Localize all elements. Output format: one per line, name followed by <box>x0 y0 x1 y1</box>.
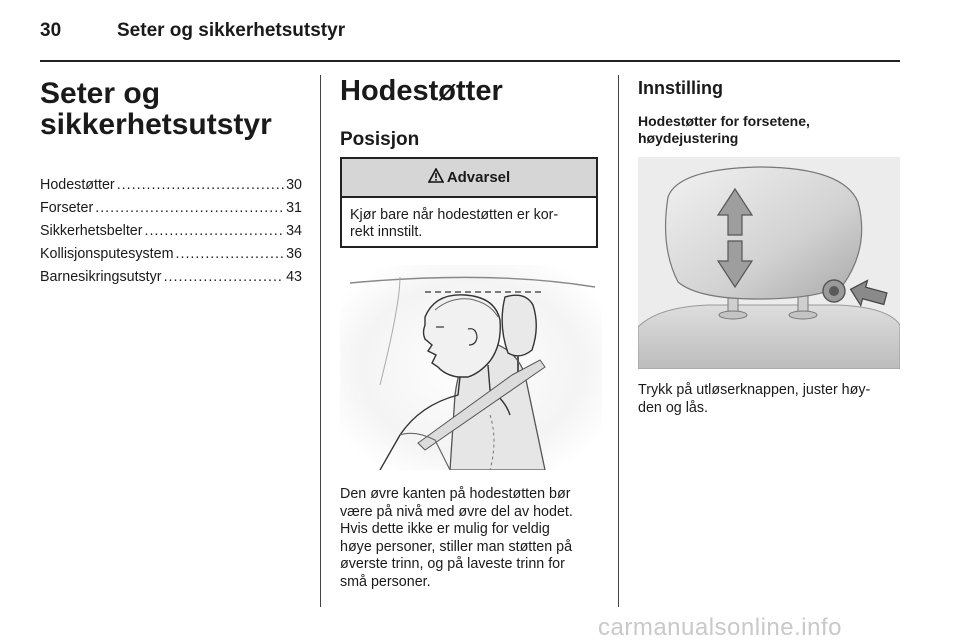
adjustment-subtitle: Hodestøtter for forsetene, høydejustering <box>638 113 810 146</box>
column-divider <box>618 75 619 607</box>
toc-page-number: 30 <box>286 177 302 193</box>
headrest-position-illustration <box>340 265 602 470</box>
adjustment-title: Innstilling <box>638 78 723 98</box>
toc-label: Kollisjonsputesystem <box>40 246 174 262</box>
warning-triangle-icon <box>428 168 444 187</box>
toc-page-number: 36 <box>286 246 302 262</box>
warning-text: Kjør bare når hodestøtten er kor- rekt innstilt. <box>350 207 559 240</box>
section-title: Hodestøtter <box>340 75 503 107</box>
warning-title: Advarsel <box>446 169 511 186</box>
chapter-title: Seter og sikkerhetsutstyr <box>40 77 272 141</box>
column-divider <box>320 75 321 607</box>
toc-row[interactable] <box>40 269 302 292</box>
running-header: Seter og sikkerhetsutstyr <box>117 20 346 41</box>
toc-page-number: 34 <box>286 223 302 239</box>
toc-row[interactable] <box>40 200 302 223</box>
toc-label: Barnesikringsutstyr <box>40 269 162 285</box>
warning-header <box>342 159 596 198</box>
toc-leader-dots <box>95 200 284 216</box>
page-number: 30 <box>40 20 62 41</box>
watermark: carmanualsonline.info <box>598 614 842 641</box>
toc-row[interactable] <box>40 246 302 269</box>
warning-box <box>340 157 598 248</box>
toc-label: Sikkerhetsbelter <box>40 223 143 239</box>
header-rule <box>40 60 900 62</box>
toc-leader-dots <box>164 269 285 285</box>
toc-label: Hodestøtter <box>40 177 115 193</box>
toc-page-number: 43 <box>286 269 302 285</box>
table-of-contents <box>40 177 302 292</box>
toc-leader-dots <box>176 246 285 262</box>
toc-label: Forseter <box>40 200 94 216</box>
toc-leader-dots <box>117 177 284 193</box>
toc-leader-dots <box>145 223 285 239</box>
position-paragraph: Den øvre kanten på hodestøtten bør være på nivå med øvre del av hodet. Hvis dette ikke er mulig for veldig høye personer, stiller man støtten på øverste trinn, og på laveste trinn for små personer. <box>340 486 573 590</box>
toc-row[interactable] <box>40 223 302 246</box>
toc-row[interactable] <box>40 177 302 200</box>
headrest-adjustment-illustration <box>638 157 900 369</box>
adjustment-paragraph: Trykk på utløserknappen, juster høy- den og lås. <box>638 382 871 416</box>
toc-page-number: 31 <box>286 200 302 216</box>
section-subtitle: Posisjon <box>340 129 420 150</box>
